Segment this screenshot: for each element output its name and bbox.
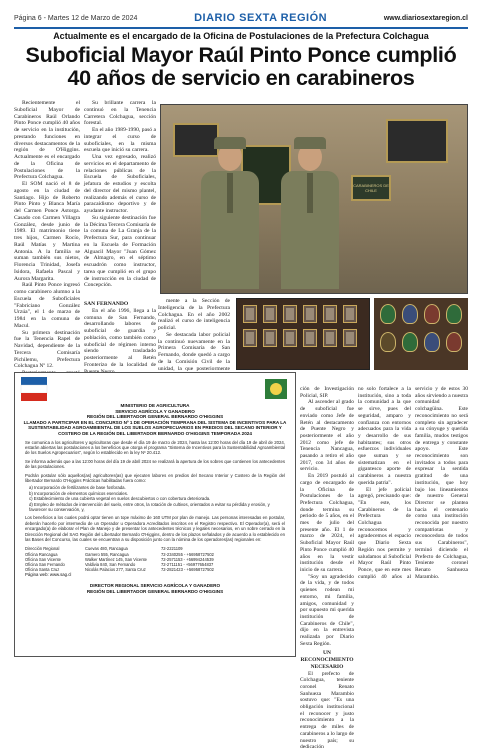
paragraph: Una vez egresado, realizó servicios en el departamento de relaciones públicas de la Escuela de Suboficiales, jefatura de estudios y escolta del director del mismo plantel, realizando además el curso de paracaidismo deportivo y de ayudante instructor. [84,154,156,214]
sag-advertisement [14,372,296,657]
article-column-1 [14,100,80,417]
ad-website-link[interactable]: Página web: www.sag.cl [25,571,72,577]
paragraph: ción de Investigación Policial, SIP. [300,386,354,399]
office-phone: 72-2711151 - +56977654837 [161,561,214,567]
ad-items [15,483,295,512]
office-address: Gamero 555, Rancagua [85,551,129,557]
paragraph: Su primera destinación fue la Tenencia Rapel de Navidad, dependiente de la Tercera Comisaría Pichilemu, Prefectura Colchagua Nº 12. [14,329,80,370]
badges-shelf-photo [374,298,468,370]
office-address: Cuevas 480, Rancagua [85,546,128,552]
ad-signature-line: DIRECTOR REGIONAL SERVICIO AGRÍCOLA Y GANADERO [89,582,221,588]
paragraph: Raúl Pinto Ponce ingresó como carabinero alumno a la Escuela de Suboficiales "Fabriciano González Urzúa", el 1 de marzo de 1984 en la comuna de Macul. [14,282,80,329]
office-name: Oficina San Fernando [25,561,65,567]
website-link[interactable]: www.diariosextaregion.cl [383,14,468,22]
plaque-text: CARABINEROS DE CHILE [353,183,389,193]
article-headline: Suboficial Mayor Raúl Pinto Ponce cumplió 40 años de servicio en carabineros [25,43,457,90]
article-column-3b [158,298,230,379]
article-kicker: Actualmente es el encargado de la Oficina de Postulaciones de la Prefectura Colchagua [53,31,429,41]
office-address: Walker Martínez 145, San Vicente [85,556,147,562]
sag-logo-icon [263,377,289,401]
paragraph: El SOM nació el 8 de agosto en la ciudad de Santiago. Hijo de Roberto Pinto Pinto y Blanca María del Carmen Ponce Astorga. Casado con Carmen Villagra González, desde junio de 1989. El matrimonio tiene tres hijos, Carmen Rocío, Raúl Matías y Martina Antonia. A la familia se suman también sus nietos, Florencia Trinidad, Josefa Isidora, Rafaela Pascal y Aurora Margarita. [14,181,80,282]
paper-name: DIARIO SEXTA REGIÓN [194,12,328,24]
ad-title: LLAMADO A PARTICIPAR EN EL CONCURSO Nº 1 DE OPERACIÓN TEMPRANA DEL SISTEMA DE INCENTIVOS PARA LA SUSTENTABILIDAD AGROAMBIENTAL DE LOS SUELOS AGROPECUARIOS EN PREDIOS DEL SECANO INTERIOR Y COSTERO DE LA REGIÓN DEL LIBERTADOR BERNARDO O'HIGGINS TEMPORADA 2024 [23,419,287,436]
article-column-6 [358,386,468,580]
paragraph: Su brillante carrera la continuó en la Tenencia Carretera Colchagua, sección forestal. [84,100,156,127]
office-phone: 72-2340255 - +56958727502 [161,551,214,557]
article-column-5 [300,386,354,751]
ad-signature-line: REGIÓN DEL LIBERTADOR GENERAL BERNARDO O'HIGGINS [86,588,224,594]
paragraph: El jefe policial agregó, precisando que: "En este, los Carabineros de la Prefectura de Colchagua reconocemos y agradecemos el espacio que Diario Sexta Región nos permite y saludamos al Suboficial Mayor Raúl Pinto Ponce, que en este mes cumplió 40 años al servicio y de estos 30 años sirviendo a nuestra comunidad colchagüina. Este reconocimiento no será completo sin agradecer a su cónyuge y querida familia, mudos testigos de entrega y constante apoyo. Este reconocimiento son invitados a todos para expresar la sentida gratitud de una institución, que hoy bajo los lineamientos de nuestro General Director se plantea hacia el centenario como una institución reconocida por nuestro compatriotas y reconocedora de todos sus Carabineros", terminó diciendo el Prefecto de Colchagua, Teniente coronel Renato Sanhueza Marambio. [358,386,468,580]
officer-right [281,143,339,293]
display-cabinet-photo [236,298,370,370]
article-column-2 [84,100,156,289]
page-info: Página 6 - Martes 12 de Marzo de 2024 [14,14,138,22]
section-subtitle: SAN FERNANDO [84,301,129,307]
ad-item: c) Establecimiento de una cubierta vegetal en suelos descubiertos o con cobertura deteriorada. [29,496,211,502]
ad-paragraph: Los beneficios a los cuales podrá optar tienen un tope máximo de 160 UTM por plan de manejo. Las personas interesadas en postular, deberán hacerlo por intermedio de un Operador u Operadora Acreditados inscritos en el Registro respectivo. El Operador(a), será el encargado(a) de elaborar el Plan de Manejo y de presentar los antecedentes técnicos y legales necesarios, en un sobre cerrado en la Dirección Regional del SAG Región del Libertador Bernardo O'Higgins, dentro de los plazos señalados y de acuerdo a lo establecido en las Bases del Concurso, las cuales se encuentran a su disposición junto con la nómina de los operadores(as) regionales en: [25,515,285,543]
paragraph: Su siguiente destinación fue la Décima Tercera Comisaría de la comuna de La Granja de la Prefectura Sur, para continuar en la Escuela de Formación Alguacil Mayor "Juan Gómez de Almagro, en el séptimo escuadrón como instructor, tarea que cumplió en el grupo de instrucción en la ciudad de Concepción. [84,214,156,289]
paragraph: mente a la Sección de Inteligencia de la Prefectura Colchagua. En el año 2002 realizó el curso de inteligencia policial. [158,298,230,331]
plaque-frame [351,175,391,201]
section-subtitle: UN RECONOCIMIENTO NECESARIO [300,650,354,670]
paragraph: Recientemente el Suboficial Mayor de Carabineros Raúl Orlando Pinto Ponce cumplió 40 años de servicio en la institución, prestando funciones en diversos destacamentos de la región de O'Higgins. Actualmente es el encargado de la Oficina de Postulaciones de la Prefectura Colchagua. [14,100,80,181]
page-header [14,10,468,26]
ad-item: b) Incorporación de elementos químicos esenciales. [29,490,129,496]
office-name: Oficina Rancagua [25,551,58,557]
paragraph: Al ascender al grado de suboficial fue enviado como Jefe de Retén al destacamento de Puente Negro y posteriormente el año 2012 como jefe de Tenencia Nancagua, pasando a retiro el año 2017, con 34 años de servicio. [300,399,354,473]
office-name: Oficina San Vicente [25,556,61,562]
office-name: Dirección Regional [25,546,60,552]
paragraph: En 2019 postuló al cargo de encargado de la Oficina de Postulaciones de la Prefectura Colchagua, donde termina su periodo de 5 años, en el mes de julio del presente año. El 1 de marzo de 2024, el Suboficial Mayor Raúl Pinto Ponce cumplió 40 años en la vestir institución desde el inicio de su carrera. [300,473,354,573]
ad-logos [15,373,295,403]
paragraph: no solo fortalece a la institución, sino a toda la comunidad a la que se sirve, pues del seguridad, amparo y confianza con entornos adecuados para la vida y desarrollo de sus habitantes; sus otros esfuerzos individuales que suman y se sistematizan en el gigantesco aporte de carabineros a nuestra querida patria". [358,386,411,486]
government-logo-icon [21,377,47,401]
ad-heading [15,403,295,437]
ad-item: a) Incorporación de fertilizantes de base fosforada. [29,485,126,491]
office-name: Oficina Santa Cruz [25,566,60,572]
ad-paragraph: Podrán postular sólo aquellos(as) agricultores(as) que ejecuten labores en predios del Secano Interior y Costero de la Región del libertador Bernardo O'Higgins Prácticas habilitadas fuera como: [25,472,285,483]
office-address: Valdivia 840, San Fernando [85,561,136,567]
paragraph: El prefecto de Colchagua, teniente coronel Renato Sanhueza Marambio sostuvo que: "Es una obligación institucional el reconocer y justo reconocimiento a la entrega de miles de carabineros a lo largo de nuestro país; su dedicación [300,670,354,751]
paragraph: En el año 1989-1990, pasó a integrar el curso de suboficiales, en la misma escuela que inició su carrera. [84,127,156,154]
paragraph: Se destacada labor policial la continuó nuevamente en la Primera Comisaría de San Fernando, donde quedó a cargo de la Comisión Civil de la unidad, la que posteriormente [158,331,230,372]
officer-left [201,143,259,293]
ad-offices-table [15,542,295,571]
wall-frame [386,119,448,163]
paragraph: En el año 1996, llega a la comuna de San Fernando, desarrollando labores de suboficial de guardia y población, como también como suboficial de régimen interno siendo trasladado posteriormente al Retén Fronterizo de la localidad de [84,307,156,368]
ad-paragraph: Se comunica a los agricultores y agricultoras que desde el día 19 de marzo de 2024, hasta las 12:00 horas del día 19 de abril de 2024, estarán abiertas las postulaciones a los beneficios que otorga el programa "Sistema de Incentivos para la Sustentabilidad Agroambiental de los Suelos Agropecuarios", según lo establecido en la ley Nº 20.412. [25,439,285,456]
office-phone: 72-2221109 [161,546,183,552]
ad-item: d) Empleo de métodos de intervención del suelo, entre otros, la rotación de cultivos, orientados a evitar su pérdida y erosión, y favorecer su conservación, y, [29,501,270,513]
ad-ministry: MINISTERIO DE AGRICULTURA [120,403,190,408]
article-photo [160,104,468,294]
office-phone: 72-2571153 - +56994244539 [161,556,214,562]
header-rule [14,27,468,29]
ad-region: REGIÓN DEL LIBERTADOR GENERAL BERNARDO O'HIGGINS [86,414,224,420]
office-phone: 72-2821423 - +56958727502 [161,566,214,572]
office-address: Nicolás Palacios 277, Santa Cruz [85,566,146,572]
ad-service: SERVICIO AGRÍCOLA Y GANADERO [115,408,195,414]
ad-signature [15,583,295,594]
ad-paragraph: Se informa además que a las 12:00 horas del día 19 de abril 2024 se realizará la apertura de los sobres que contienen los antecedentes de las postulaciones. [25,458,285,470]
paragraph: "Soy un agradecido de la vida, y de todos quienes rodean mi entorno, mi familia, amigos, comunidad y por supuesto mi querida institución de Carabineros de Chile", dijo en la entrevista realizada por Diario Sexta Región. [300,573,354,647]
